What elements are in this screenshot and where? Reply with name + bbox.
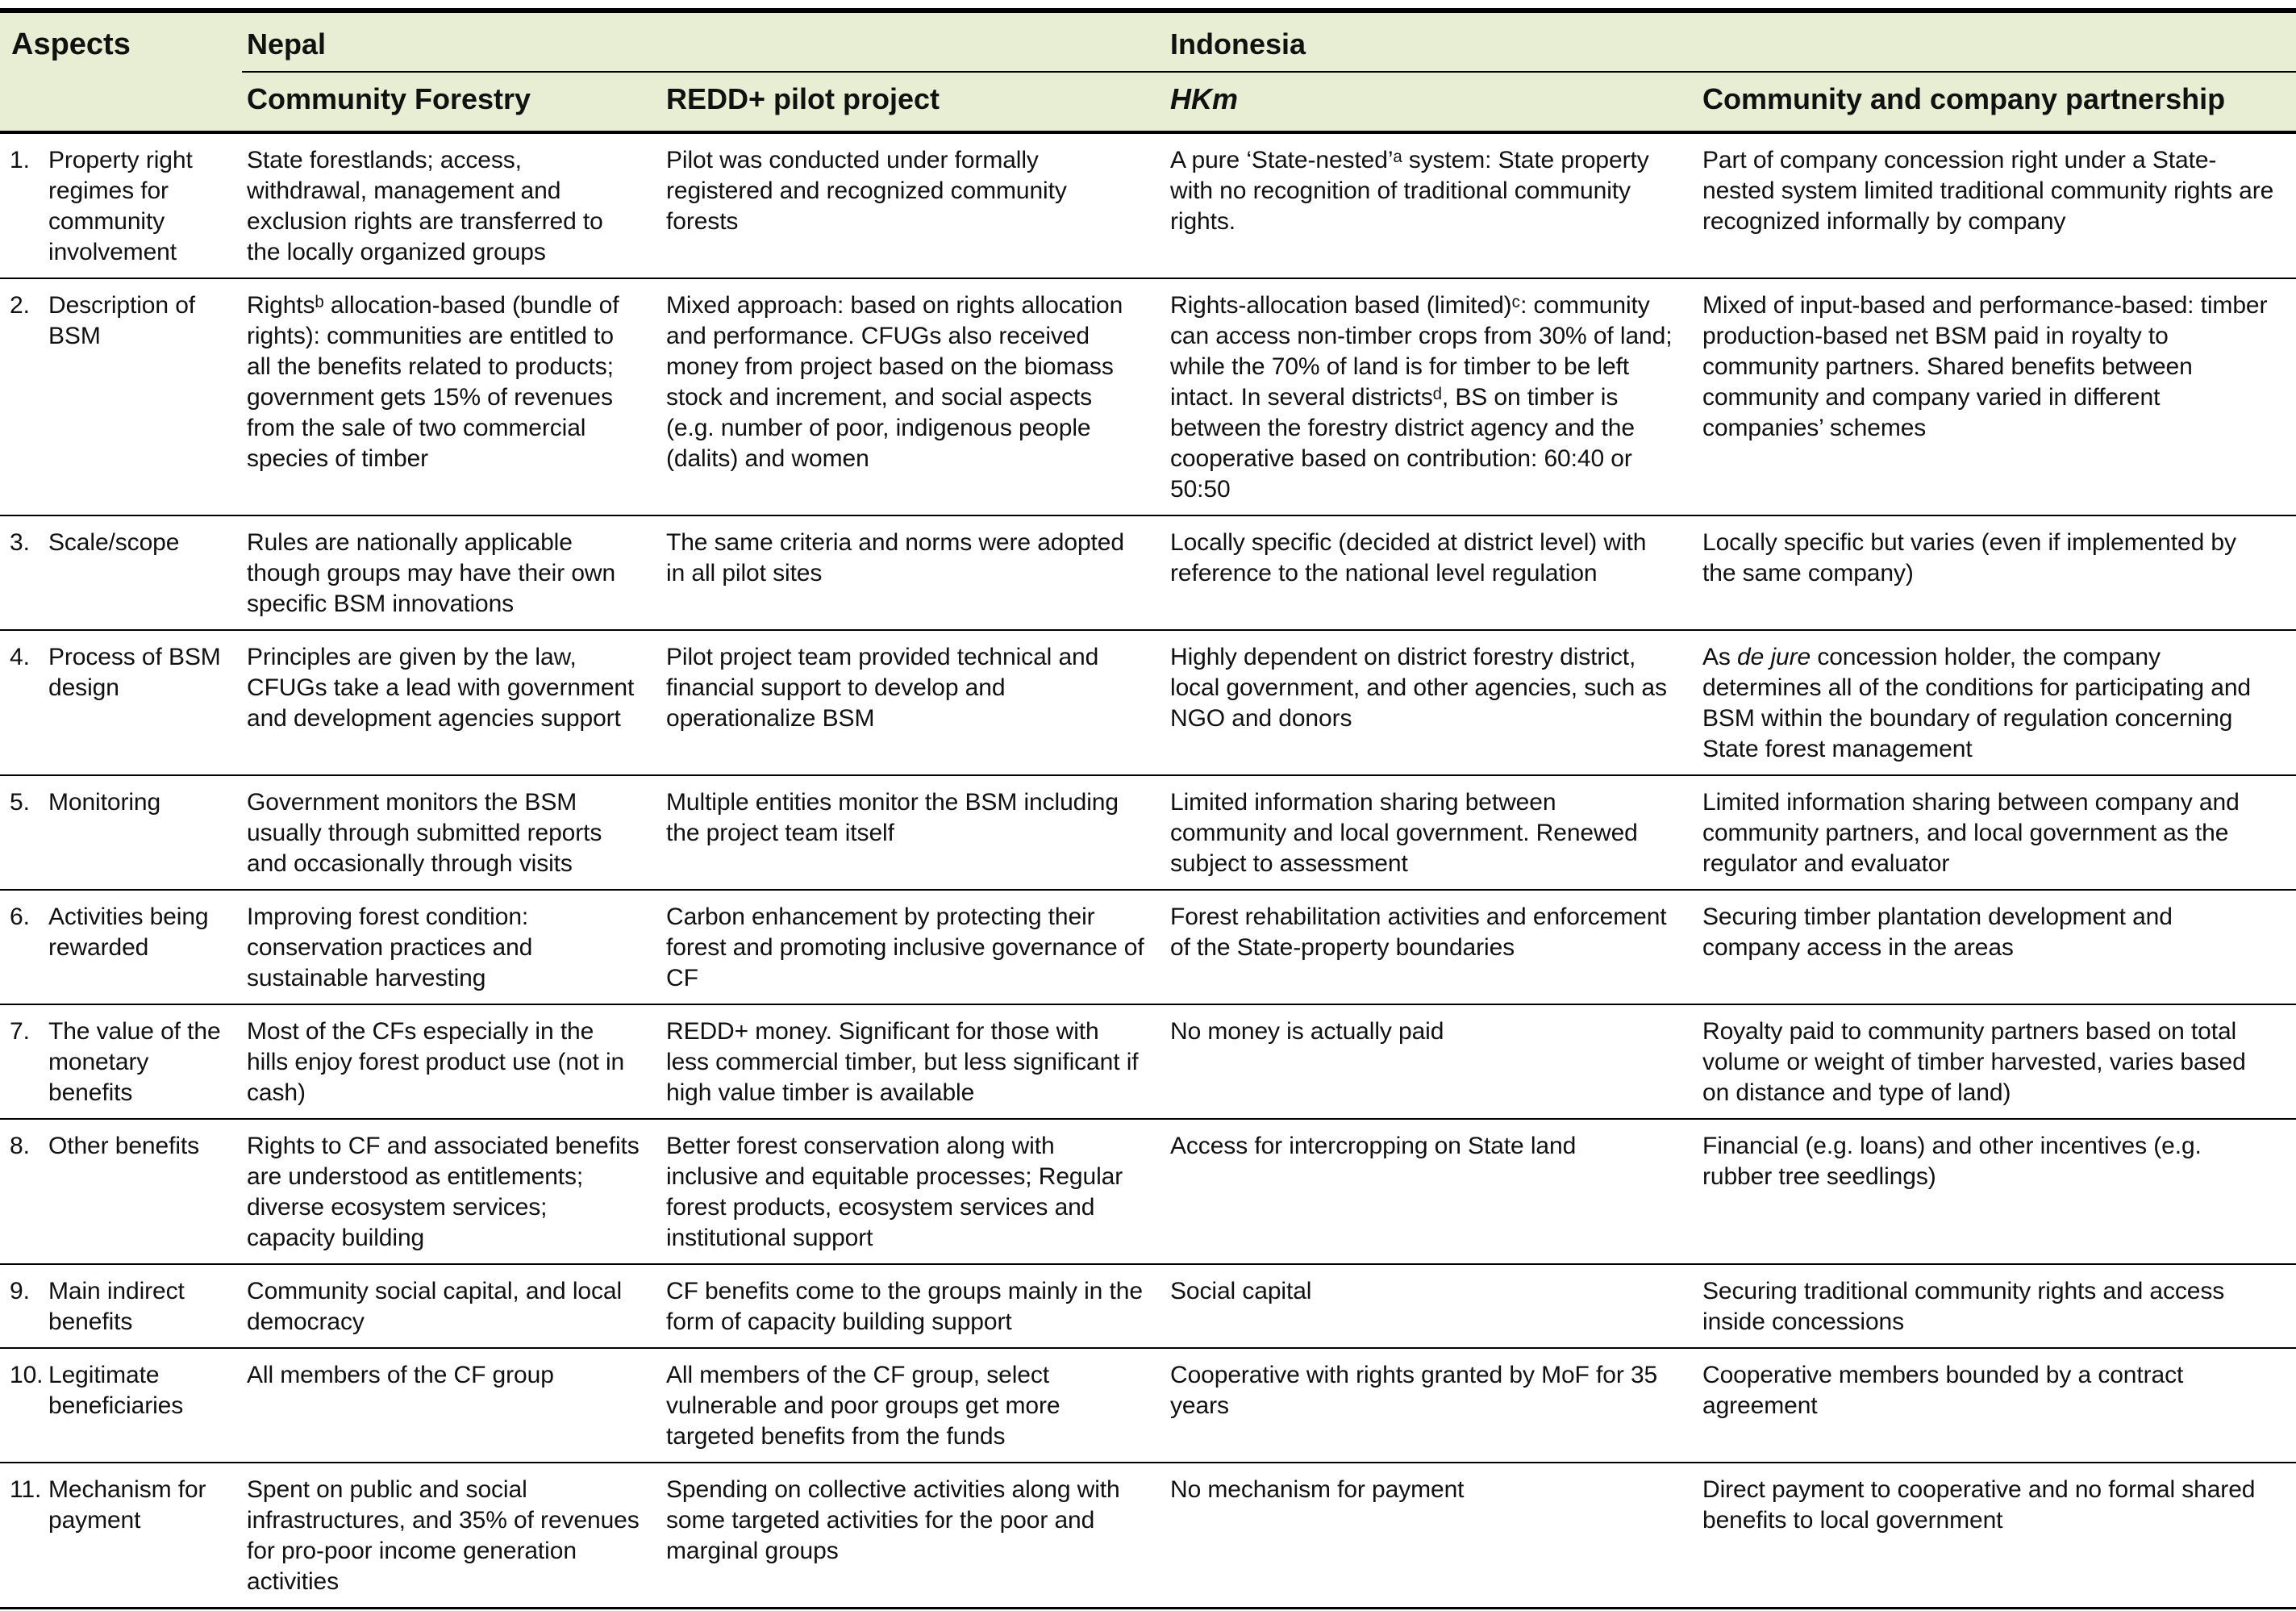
cell-redd-pilot: The same criteria and norms were adopted in all pilot sites bbox=[666, 529, 1124, 586]
row-number: 9. bbox=[10, 1278, 30, 1304]
cell-hkm: Forest rehabilitation activities and enforcement of the State-property boundaries bbox=[1170, 904, 1667, 961]
table-row bbox=[0, 1349, 2296, 1463]
cell-redd-pilot: Pilot was conducted under formally registered and recognized community forests bbox=[666, 147, 1067, 235]
aspect-cell bbox=[0, 776, 242, 889]
cell-community-forestry: Rightsᵇ allocation-based (bundle of rights): communities are entitled to all the benefits related to products; government gets 15% of revenues from the sale of two commercial species of timber bbox=[247, 292, 619, 472]
cell-company-partnership: Part of company concession right under a State-nested system limited traditional community rights are recognized informally by company bbox=[1702, 147, 2274, 235]
cell-company-partnership bbox=[1698, 631, 2296, 774]
cell-text-fragment: concession holder, the company determines all of the conditions for participating and BSM within the boundary of regulation concerning State forest management bbox=[1702, 644, 2252, 762]
subheader-redd-pilot: REDD+ pilot project bbox=[666, 82, 940, 115]
aspect-label: Other benefits bbox=[48, 1133, 200, 1159]
cell-community-forestry: Improving forest condition: conservation practices and sustainable harvesting bbox=[247, 904, 533, 991]
cell-hkm: Access for intercropping on State land bbox=[1170, 1133, 1577, 1159]
cell-company-partnership: Securing timber plantation development and company access in the areas bbox=[1702, 904, 2173, 961]
subheader-company-partnership: Community and company partnership bbox=[1702, 82, 2226, 115]
cell-redd-pilot: Spending on collective activities along with some targeted activities for the poor and marginal groups bbox=[666, 1476, 1120, 1564]
cell-company-partnership: Securing traditional community rights and access inside concessions bbox=[1702, 1278, 2225, 1335]
row-number: 8. bbox=[10, 1133, 30, 1159]
table-row bbox=[0, 279, 2296, 516]
aspect-cell bbox=[0, 631, 242, 774]
cell-redd-pilot: Multiple entities monitor the BSM including the project team itself bbox=[666, 789, 1119, 846]
cell-community-forestry: Community social capital, and local democracy bbox=[247, 1278, 623, 1335]
row-number: 4. bbox=[10, 644, 30, 670]
aspect-cell bbox=[0, 516, 242, 629]
cell-hkm: No money is actually paid bbox=[1170, 1018, 1444, 1045]
table-row bbox=[0, 1463, 2296, 1609]
aspect-label: The value of the monetary benefits bbox=[48, 1018, 221, 1106]
aspect-label: Property right regimes for community involvement bbox=[48, 147, 193, 265]
aspect-label: Description of BSM bbox=[48, 292, 196, 349]
cell-company-partnership: Financial (e.g. loans) and other incentives (e.g. rubber tree seedlings) bbox=[1702, 1133, 2202, 1190]
cell-redd-pilot: Carbon enhancement by protecting their forest and promoting inclusive governance of CF bbox=[666, 904, 1144, 991]
cell-text-fragment: As bbox=[1702, 644, 1738, 670]
cell-community-forestry: Spent on public and social infrastructures, and 35% of revenues for pro-poor income generation activities bbox=[247, 1476, 640, 1595]
cell-company-partnership: Limited information sharing between company and community partners, and local government as the regulator and evaluator bbox=[1702, 789, 2240, 877]
header-indonesia: Indonesia bbox=[1165, 13, 2296, 73]
aspect-label: Main indirect benefits bbox=[48, 1278, 185, 1335]
cell-redd-pilot: Better forest conservation along with inclusive and equitable processes; Regular forest products, ecosystem services and institutional support bbox=[666, 1133, 1123, 1251]
cell-company-partnership: Direct payment to cooperative and no formal shared benefits to local government bbox=[1702, 1476, 2256, 1534]
cell-hkm: Limited information sharing between community and local government. Renewed subject to assessment bbox=[1170, 789, 1638, 877]
cell-community-forestry: Most of the CFs especially in the hills enjoy forest product use (not in cash) bbox=[247, 1018, 625, 1106]
header-nepal: Nepal bbox=[242, 13, 1165, 73]
row-number: 3. bbox=[10, 529, 30, 556]
row-number: 1. bbox=[10, 147, 30, 173]
table-row bbox=[0, 1005, 2296, 1120]
aspect-label: Process of BSM design bbox=[48, 644, 221, 701]
table-row bbox=[0, 134, 2296, 279]
row-number: 6. bbox=[10, 904, 30, 930]
row-number: 5. bbox=[10, 789, 30, 816]
cell-community-forestry: Rules are nationally applicable though groups may have their own specific BSM innovations bbox=[247, 529, 616, 617]
table-row bbox=[0, 1265, 2296, 1349]
cell-hkm: Social capital bbox=[1170, 1278, 1312, 1304]
cell-redd-pilot: All members of the CF group, select vulnerable and poor groups get more targeted benefits from the funds bbox=[666, 1362, 1060, 1450]
aspect-cell bbox=[0, 134, 242, 278]
aspect-cell bbox=[0, 1120, 242, 1263]
row-number: 2. bbox=[10, 292, 30, 319]
aspect-label: Activities being rewarded bbox=[48, 904, 209, 961]
aspect-label: Scale/scope bbox=[48, 529, 180, 556]
table-row bbox=[0, 1120, 2296, 1265]
italic-phrase: de jure bbox=[1737, 644, 1811, 670]
cell-community-forestry: Government monitors the BSM usually through submitted reports and occasionally through visits bbox=[247, 789, 602, 877]
cell-community-forestry: All members of the CF group bbox=[247, 1362, 554, 1388]
cell-hkm: A pure ‘State-nested’ᵃ system: State property with no recognition of traditional community rights. bbox=[1170, 147, 1649, 235]
aspect-label: Mechanism for payment bbox=[48, 1476, 206, 1534]
table-row bbox=[0, 631, 2296, 776]
cell-hkm: Highly dependent on district forestry district, local government, and other agencies, such as NGO and donors bbox=[1170, 644, 1667, 732]
table-row bbox=[0, 776, 2296, 891]
header-aspects: Aspects bbox=[11, 27, 131, 61]
cell-hkm: Locally specific (decided at district level) with reference to the national level regulation bbox=[1170, 529, 1647, 586]
subheader-community-forestry: Community Forestry bbox=[247, 82, 531, 115]
subheader-hkm: HKm bbox=[1170, 82, 1239, 115]
cell-redd-pilot: Mixed approach: based on rights allocation and performance. CFUGs also received money from project based on the biomass stock and increment, and social aspects (e.g. number of poor, indigenous people (dalits) and women bbox=[666, 292, 1123, 472]
aspect-cell bbox=[0, 1349, 242, 1462]
cell-company-partnership: Cooperative members bounded by a contract agreement bbox=[1702, 1362, 2184, 1419]
row-number: 11. bbox=[10, 1476, 42, 1503]
aspect-cell bbox=[0, 891, 242, 1004]
cell-redd-pilot: CF benefits come to the groups mainly in the form of capacity building support bbox=[666, 1278, 1143, 1335]
aspect-cell bbox=[0, 1005, 242, 1118]
table-header bbox=[0, 8, 2296, 134]
cell-company-partnership: Royalty paid to community partners based on total volume or weight of timber harvested, varies based on distance and type of land) bbox=[1702, 1018, 2246, 1106]
aspect-label: Monitoring bbox=[48, 789, 161, 816]
aspect-cell bbox=[0, 1265, 242, 1347]
row-number: 7. bbox=[10, 1018, 30, 1045]
cell-hkm: Cooperative with rights granted by MoF for 35 years bbox=[1170, 1362, 1658, 1419]
cell-community-forestry: State forestlands; access, withdrawal, management and exclusion rights are transferred to the locally organized groups bbox=[247, 147, 603, 265]
cell-community-forestry: Principles are given by the law, CFUGs take a lead with government and development agencies support bbox=[247, 644, 635, 732]
cell-redd-pilot: REDD+ money. Significant for those with less commercial timber, but less significant if high value timber is available bbox=[666, 1018, 1139, 1106]
table-row bbox=[0, 891, 2296, 1005]
table-row bbox=[0, 516, 2296, 631]
cell-redd-pilot: Pilot project team provided technical and financial support to develop and operationalize BSM bbox=[666, 644, 1099, 732]
aspect-label: Legitimate beneficiaries bbox=[48, 1362, 184, 1419]
cell-hkm: Rights-allocation based (limited)ᶜ: community can access non-timber crops from 30% of land; while the 70% of land is for timber to be left intact. In several districtsᵈ, BS on timber is between the forestry district agency and the cooperative based on contribution: 60:40 or 50:50 bbox=[1170, 292, 1673, 503]
aspect-cell bbox=[0, 1463, 242, 1607]
cell-company-partnership: Locally specific but varies (even if implemented by the same company) bbox=[1702, 529, 2236, 586]
aspect-cell bbox=[0, 279, 242, 515]
cell-community-forestry: Rights to CF and associated benefits are understood as entitlements; diverse ecosystem services; capacity building bbox=[247, 1133, 640, 1251]
cell-hkm: No mechanism for payment bbox=[1170, 1476, 1465, 1503]
row-number: 10. bbox=[10, 1362, 44, 1388]
cell-company-partnership: Mixed of input-based and performance-based: timber production-based net BSM paid in royalty to community partners. Shared benefits between community and company varied in different companies’ schemes bbox=[1702, 292, 2268, 441]
